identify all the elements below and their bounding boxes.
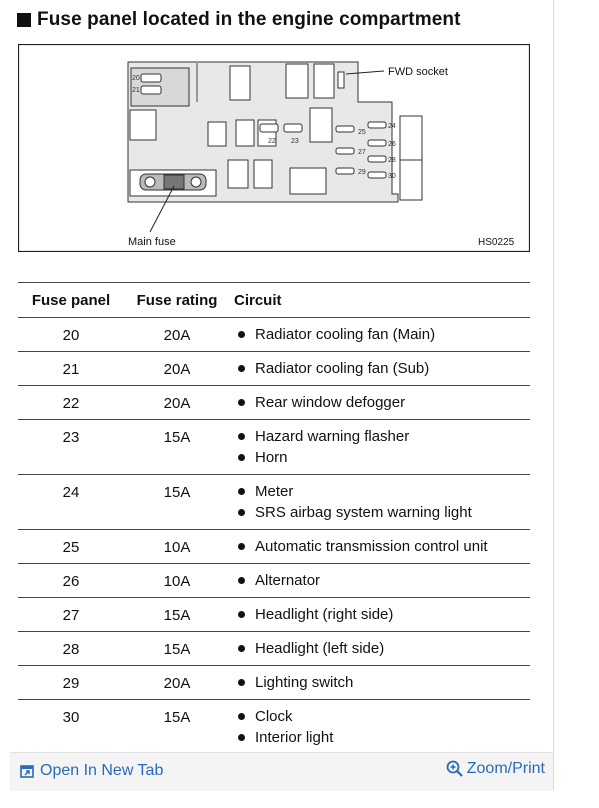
fuse-rating-value: 20A [163, 675, 191, 692]
fuse-rating-value: 20A [163, 327, 191, 344]
diagram-code: HS0225 [478, 237, 515, 248]
circuit-cell [230, 352, 530, 386]
circuit-item: Radiator cooling fan (Main) [238, 324, 530, 345]
zoom-print-link[interactable] [446, 760, 545, 778]
black-square-icon [17, 13, 31, 27]
fuse-panel-cell [18, 386, 124, 420]
fuse-rating-value: 15A [163, 429, 191, 446]
table-row [18, 700, 530, 755]
fuse-panel-number: 27 [62, 607, 80, 624]
page-title: Fuse panel located in the engine compartment [37, 9, 461, 30]
fuse-rating-cell [124, 386, 230, 420]
circuit-list [230, 666, 530, 699]
fuse-panel-cell [18, 700, 124, 755]
fuse-rating-cell [124, 475, 230, 530]
fwd-socket-label: FWD socket [388, 66, 448, 78]
fuse-rating-cell [124, 352, 230, 386]
table-body [18, 318, 530, 755]
fuse-panel-diagram [18, 44, 530, 252]
fuse-number: 28 [388, 157, 396, 164]
circuit-list [230, 386, 530, 419]
circuit-list [230, 475, 530, 529]
fuse-number: 21 [132, 87, 140, 94]
header-circuit: Circuit [230, 283, 530, 318]
circuit-item: Interior light [238, 727, 530, 748]
fuse-rating-cell [124, 420, 230, 475]
circuit-cell [230, 386, 530, 420]
fuse-panel-cell [18, 318, 124, 352]
fuse-panel-number: 30 [62, 709, 80, 726]
open-new-tab-link[interactable] [20, 762, 163, 780]
circuit-cell [230, 700, 530, 755]
table-row [18, 632, 530, 666]
fuse-number: 20 [132, 75, 140, 82]
fuse-panel-number: 22 [62, 395, 80, 412]
table-header-row [18, 283, 530, 318]
circuit-list [230, 318, 530, 351]
circuit-item: Rear window defogger [238, 392, 530, 413]
circuit-list [230, 420, 530, 474]
circuit-item: Automatic transmission control unit [238, 536, 530, 557]
fuse-panel-cell [18, 352, 124, 386]
fuse-table [18, 282, 530, 755]
fuse-number: 24 [388, 123, 396, 130]
circuit-list [230, 700, 530, 754]
circuit-item: Alternator [238, 570, 530, 591]
fuse-panel-number: 25 [62, 539, 80, 556]
circuit-cell [230, 598, 530, 632]
fuse-number: 30 [388, 173, 396, 180]
fuse-panel-cell [18, 420, 124, 475]
fuse-panel-cell [18, 564, 124, 598]
fuse-panel-cell [18, 598, 124, 632]
circuit-list [230, 564, 530, 597]
footer-bar [10, 752, 553, 791]
circuit-cell [230, 666, 530, 700]
circuit-item: Meter [238, 481, 530, 502]
table-row [18, 318, 530, 352]
fuse-rating-cell [124, 318, 230, 352]
zoom-icon [446, 760, 464, 778]
fuse-panel-number: 21 [62, 361, 80, 378]
fuse-rating-value: 10A [163, 573, 191, 590]
fuse-rating-value: 15A [163, 641, 191, 658]
circuit-item: Headlight (left side) [238, 638, 530, 659]
circuit-list [230, 530, 530, 563]
fuse-rating-cell [124, 632, 230, 666]
header-fuse-rating: Fuse rating [124, 283, 230, 318]
fuse-panel-number: 29 [62, 675, 80, 692]
fuse-rating-value: 15A [163, 484, 191, 501]
table-row [18, 386, 530, 420]
zoom-print-label: Zoom/Print [466, 760, 545, 777]
fuse-panel-cell [18, 530, 124, 564]
title-row [17, 9, 461, 31]
circuit-cell [230, 564, 530, 598]
open-new-tab-label: Open In New Tab [40, 762, 164, 779]
table-row [18, 420, 530, 475]
fuse-rating-value: 15A [163, 709, 191, 726]
fuse-number: 25 [358, 129, 366, 136]
fuse-rating-value: 10A [163, 539, 191, 556]
circuit-item: Clock [238, 706, 530, 727]
header-fuse-panel: Fuse panel [18, 283, 124, 318]
fuse-number: 23 [291, 138, 299, 145]
fuse-panel-cell [18, 475, 124, 530]
fuse-rating-value: 15A [163, 607, 191, 624]
fuse-rating-cell [124, 700, 230, 755]
fuse-rating-cell [124, 530, 230, 564]
fuse-rating-value: 20A [163, 395, 191, 412]
table-row [18, 564, 530, 598]
fuse-number: 26 [388, 141, 396, 148]
circuit-list [230, 352, 530, 385]
fuse-panel-number: 24 [62, 484, 80, 501]
circuit-cell [230, 632, 530, 666]
circuit-item: SRS airbag system warning light [238, 502, 530, 523]
table-row [18, 352, 530, 386]
fuse-number: 22 [268, 138, 276, 145]
fuse-panel-cell [18, 666, 124, 700]
circuit-cell [230, 475, 530, 530]
fuse-panel-number: 26 [62, 573, 80, 590]
table-row [18, 475, 530, 530]
fuse-rating-cell [124, 564, 230, 598]
fuse-rating-cell [124, 666, 230, 700]
circuit-list [230, 598, 530, 631]
circuit-cell [230, 318, 530, 352]
circuit-cell [230, 420, 530, 475]
fuse-rating-value: 20A [163, 361, 191, 378]
fuse-panel-cell [18, 632, 124, 666]
fuse-panel-number: 23 [62, 429, 80, 446]
table-row [18, 598, 530, 632]
fuse-panel-number: 28 [62, 641, 80, 658]
main-fuse-label: Main fuse [128, 236, 176, 248]
circuit-item: Radiator cooling fan (Sub) [238, 358, 530, 379]
fuse-rating-cell [124, 598, 230, 632]
table-row [18, 530, 530, 564]
circuit-list [230, 632, 530, 665]
open-new-tab-icon [20, 765, 34, 778]
fuse-panel-number: 20 [62, 327, 80, 344]
fuse-number: 29 [358, 169, 366, 176]
circuit-item: Horn [238, 447, 530, 468]
circuit-item: Headlight (right side) [238, 604, 530, 625]
circuit-cell [230, 530, 530, 564]
fuse-number: 27 [358, 149, 366, 156]
circuit-item: Lighting switch [238, 672, 530, 693]
circuit-item: Hazard warning flasher [238, 426, 530, 447]
table-row [18, 666, 530, 700]
